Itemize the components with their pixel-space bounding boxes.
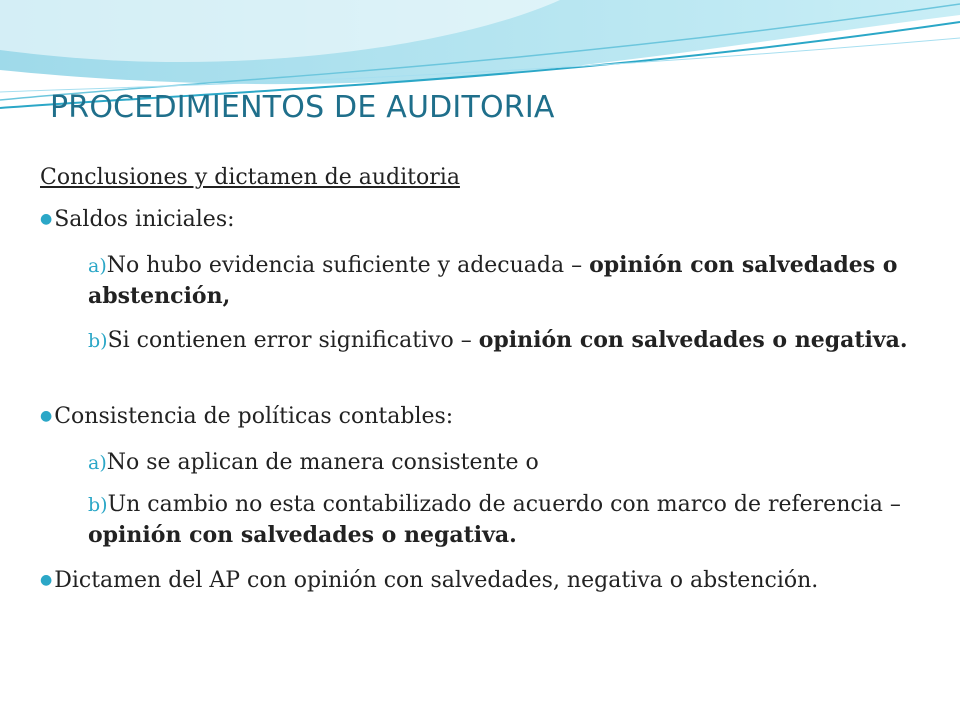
bullet-dot-icon: ● bbox=[40, 408, 53, 424]
list-item: b)Un cambio no esta contabilizado de acuerdo con marco de referencia – opinión con salvedades o negativa. bbox=[88, 492, 901, 548]
bullet-saldos: ●Saldos iniciales: bbox=[40, 207, 235, 232]
bullet-dot-icon: ● bbox=[40, 572, 53, 588]
list-item: a)No se aplican de manera consistente o bbox=[88, 450, 539, 475]
slide-subtitle: Conclusiones y dictamen de auditoria bbox=[40, 165, 460, 190]
list-item: b)Si contienen error significativo – opinión con salvedades o negativa. bbox=[88, 327, 908, 353]
list-item: a)No hubo evidencia suficiente y adecuada – opinión con salvedades o abstención, bbox=[88, 252, 898, 309]
bullet-dot-icon: ● bbox=[40, 211, 53, 227]
slide-title: PROCEDIMIENTOS DE AUDITORIA bbox=[50, 90, 555, 125]
bullet-dictamen: ●Dictamen del AP con opinión con salvedades, negativa o abstención. bbox=[40, 568, 819, 593]
bullet-consistencia: ●Consistencia de políticas contables: bbox=[40, 404, 454, 429]
